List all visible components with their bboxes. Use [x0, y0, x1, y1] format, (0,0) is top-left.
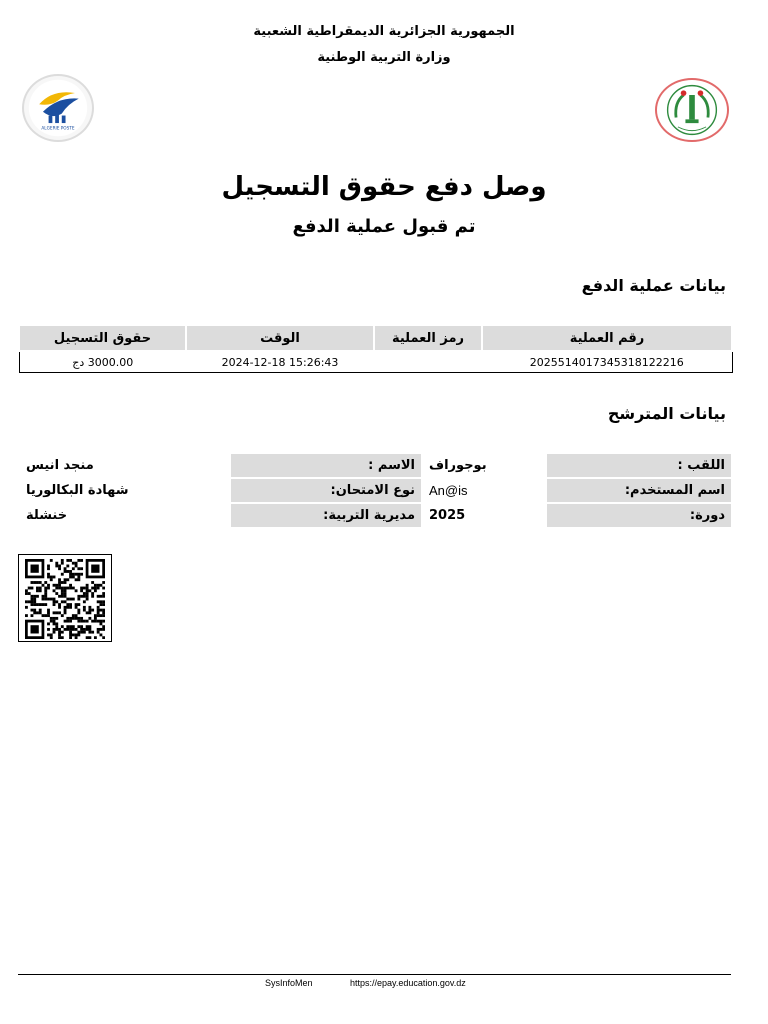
table-row [19, 478, 732, 503]
value-surname: بوجوراف [422, 453, 546, 478]
document-subtitle: تم قبول عملية الدفع [292, 216, 476, 237]
operation-time: 2024-12-18 15:26:43 [221, 355, 339, 369]
header-line-1: الجمهورية الجزائرية الديمقراطية الشعبية [253, 24, 515, 39]
column-header-operation-code: رمز العملية [374, 325, 482, 351]
footer-divider [18, 974, 731, 975]
value-username: An@is [422, 478, 546, 503]
payment-table-header-row [19, 325, 732, 351]
footer-url: https://epay.education.gov.dz [350, 978, 466, 988]
value-first-name: منجد انيس [19, 453, 230, 478]
label-username: اسم المستخدم: [546, 478, 732, 503]
qr-code-icon [18, 554, 112, 642]
algerie-poste-logo [22, 74, 94, 142]
ministry-education-seal-logo [655, 78, 729, 142]
table-row [19, 453, 732, 478]
column-header-time: الوقت [186, 325, 374, 351]
document-title: وصل دفع حقوق التسجيل [221, 172, 547, 202]
value-session: 2025 [422, 503, 546, 528]
label-first-name: الاسم : [230, 453, 422, 478]
label-exam-type: نوع الامتحان: [230, 478, 422, 503]
column-header-operation-number: رقم العملية [482, 325, 732, 351]
candidate-section-title: بيانات المترشح [607, 404, 726, 423]
payment-table [18, 324, 733, 373]
value-exam-type: شهادة البكالوريا [19, 478, 230, 503]
footer-system-name: SysInfoMen [265, 978, 313, 988]
algerie-poste-logo-text: ALGERIE POSTE [41, 125, 75, 131]
table-row [19, 503, 732, 528]
operation-code [374, 351, 482, 373]
registration-fee: 3000.00 دج [72, 355, 134, 369]
operation-number: 2025514017345318122216 [529, 355, 684, 369]
column-header-fee: حقوق التسجيل [19, 325, 186, 351]
candidate-table [18, 452, 733, 529]
label-surname: اللقب : [546, 453, 732, 478]
label-session: دورة: [546, 503, 732, 528]
header-line-2: وزارة التربية الوطنية [317, 50, 451, 65]
label-education-directorate: مديرية التربية: [230, 503, 422, 528]
table-row [19, 351, 732, 373]
payment-section-title: بيانات عملية الدفع [581, 276, 726, 295]
value-education-directorate: خنشلة [19, 503, 230, 528]
